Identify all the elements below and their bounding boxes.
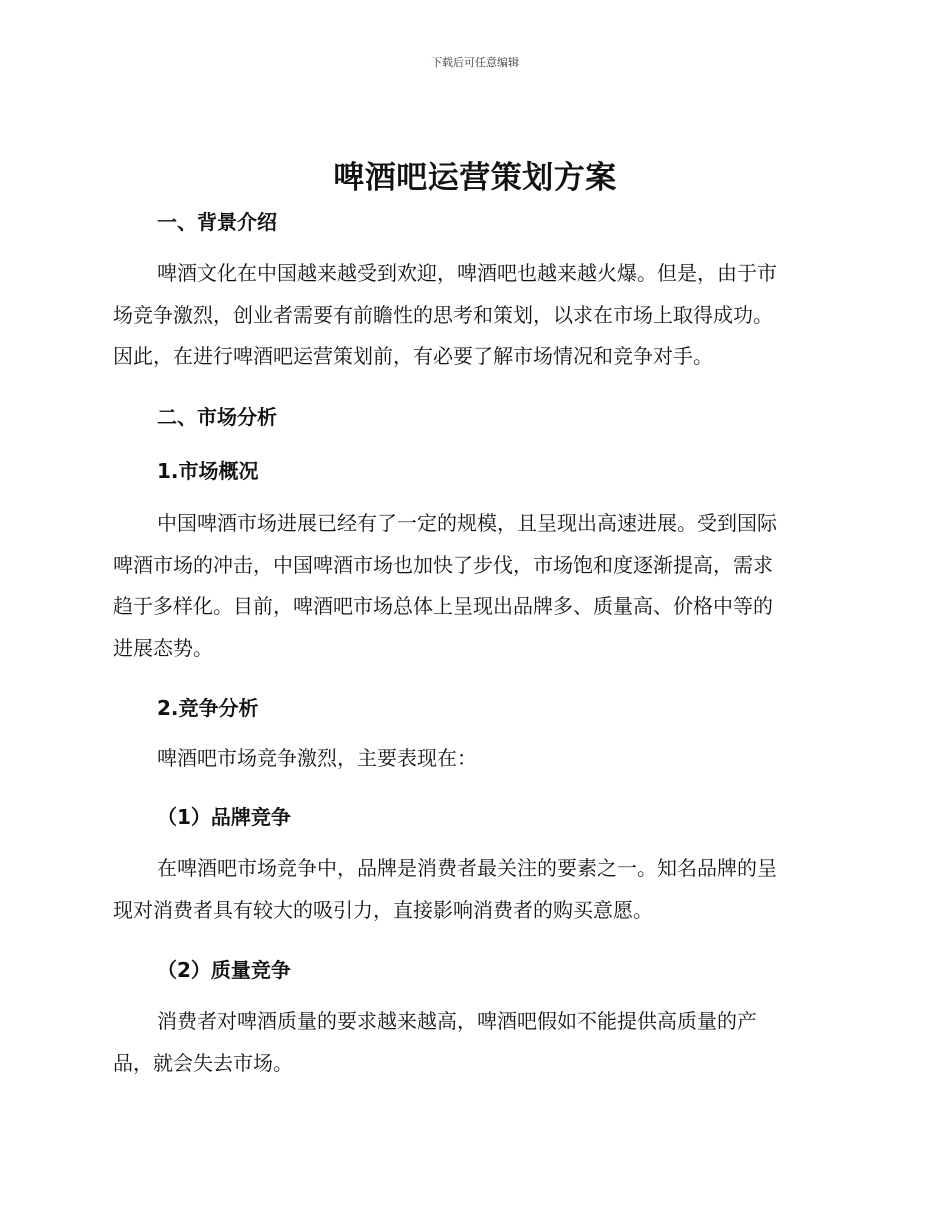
paragraph-line: 场竞争激烈，创业者需要有前瞻性的思考和策划，以求在市场上取得成功。: [113, 302, 773, 327]
paragraph-competition-intro: [113, 738, 833, 780]
subsection-heading-market-overview: 1.市场概况: [157, 459, 259, 483]
paragraph-line: 在啤酒吧市场竞争中，品牌是消费者最关注的要素之一。知名品牌的呈: [157, 856, 777, 880]
document-title: 啤酒吧运营策划方案: [333, 160, 617, 196]
item-heading-brand-competition: （1）品牌竞争: [157, 805, 291, 829]
paragraph-market-overview: [113, 503, 833, 669]
paragraph-background: [113, 253, 833, 378]
paragraph-line: 消费者对啤酒质量的要求越来越高，啤酒吧假如不能提供高质量的产: [157, 1009, 757, 1033]
section-heading-background: 一、背景介绍: [157, 210, 277, 234]
paragraph-line: 因此，在进行啤酒吧运营策划前，有必要了解市场情况和竞争对手。: [113, 344, 713, 368]
paragraph-line: 啤酒吧市场竞争激烈，主要表现在：: [157, 746, 477, 770]
paragraph-line: 趋于多样化。目前，啤酒吧市场总体上呈现出品牌多、质量高、价格中等的: [113, 594, 773, 618]
paragraph-line: 啤酒文化在中国越来越受到欢迎，啤酒吧也越来越火爆。但是，由于市: [157, 261, 777, 285]
section-heading-market-analysis: 二、市场分析: [157, 405, 277, 429]
paragraph-quality-competition: [113, 1001, 833, 1084]
paragraph-line: 中国啤酒市场进展已经有了一定的规模，且呈现出高速进展。受到国际: [157, 511, 777, 535]
paragraph-line: 品，就会失去市场。: [113, 1050, 293, 1075]
paragraph-line: 现对消费者具有较大的吸引力，直接影响消费者的购买意愿。: [113, 897, 653, 922]
paragraph-brand-competition: [113, 848, 833, 931]
item-heading-quality-competition: （2）质量竞争: [157, 958, 291, 982]
paragraph-line: 啤酒市场的冲击，中国啤酒市场也加快了步伐，市场饱和度逐渐提高，需求: [113, 552, 773, 577]
page-header-note: 下载后可任意编辑: [431, 56, 519, 69]
paragraph-line: 进展态势。: [113, 635, 213, 660]
subsection-heading-competition: 2.竞争分析: [157, 696, 259, 720]
